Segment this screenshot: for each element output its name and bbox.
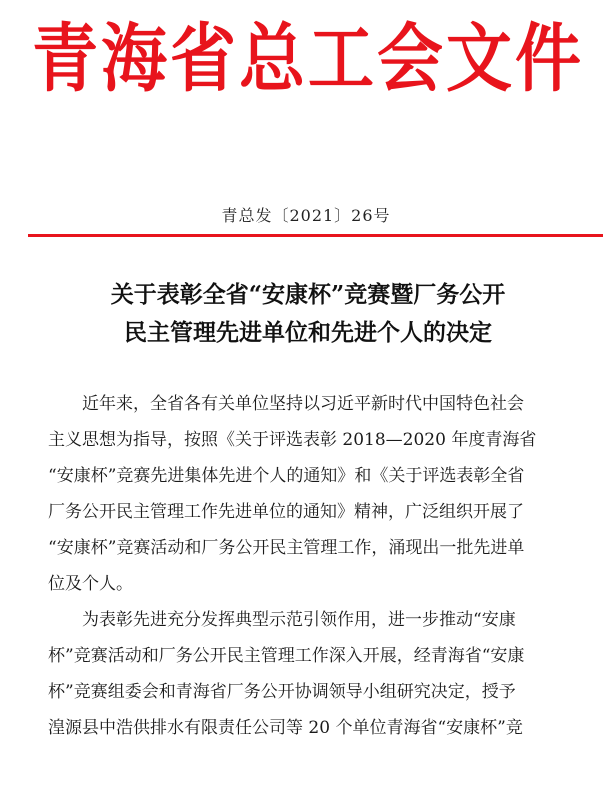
- document-body: [48, 386, 596, 746]
- document-title-line-2: 民主管理先进单位和先进个人的决定: [124, 319, 492, 346]
- body-line: 主义思想为指导，按照《关于评选表彰 2018—2020 年度青海省: [48, 430, 537, 450]
- letterhead-title: 青海省总工会文件: [32, 14, 584, 102]
- red-divider-rule: [28, 234, 603, 237]
- body-line: 厂务公开民主管理工作先进单位的通知》精神，广泛组织开展了: [48, 502, 524, 522]
- body-line: 位及个人。: [48, 574, 133, 594]
- document-title-line-1: 关于表彰全省“安康杯”竞赛暨厂务公开: [110, 281, 506, 308]
- body-line: 近年来，全省各有关单位坚持以习近平新时代中国特色社会: [82, 394, 524, 414]
- body-line: 杯”竞赛组委会和青海省厂务公开协调领导小组研究决定，授予: [48, 682, 516, 702]
- body-line: 湟源县中浩供排水有限责任公司等 20 个单位青海省“安康杯”竞: [48, 718, 523, 738]
- document-number: 青总发〔2021〕26号: [221, 206, 391, 225]
- body-line: “安康杯”竞赛先进集体先进个人的通知》和《关于评选表彰全省: [48, 466, 525, 486]
- body-line: “安康杯”竞赛活动和厂务公开民主管理工作，涌现出一批先进单: [48, 538, 525, 558]
- document-title: [40, 276, 576, 352]
- body-line: 为表彰先进充分发挥典型示范引领作用，进一步推动“安康: [82, 610, 516, 630]
- body-line: 杯”竞赛活动和厂务公开民主管理工作深入开展，经青海省“安康: [48, 646, 525, 666]
